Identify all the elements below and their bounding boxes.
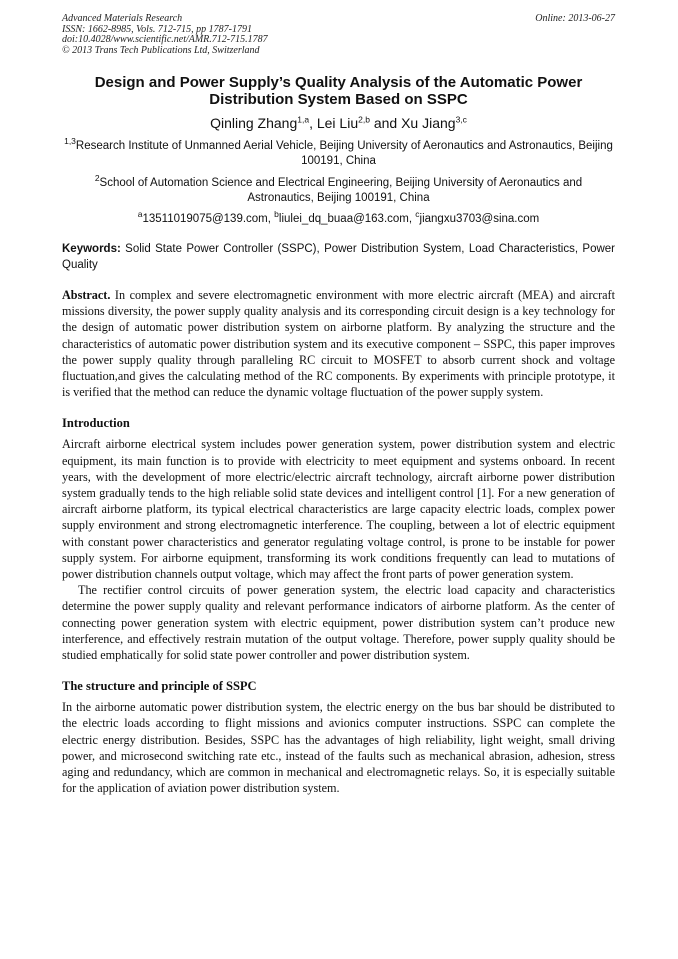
affiliation-text: Research Institute of Unmanned Aerial Vehicle, Beijing University of Aeronautics and Astronautics, Beijing 100191, China (75, 140, 613, 168)
affiliation-sup: 2 (94, 173, 100, 184)
author-name: Xu Jiang (401, 115, 456, 132)
email-address: jiangxu3703@sina.com (419, 213, 540, 226)
email-separator: , (408, 213, 416, 226)
affiliation (62, 136, 615, 169)
affiliation-sup: 1,3 (64, 136, 76, 147)
keywords-text: Solid State Power Controller (SSPC), Power Distribution System, Load Characteristics, Power Quality (62, 243, 615, 271)
author-sup: 1,a (297, 114, 310, 125)
paragraph: In the airborne automatic power distribution system, the electric energy on the bus bar should be distributed to the electric loads according to flight missions and avionics computer instructions. SSPC can complete the electric energy distribution. Besides, SSPC has the advantages of high reliability, light weight, small driving power, and microsecond switching rate etc., instead of the faults such as mechanical abrasion, adhesion, stress aging and redundancy, which are common in mechanical and electromagnetic relays. So, it is especially suitable for the application of aviation power distribution system. (62, 700, 615, 796)
abstract-label: Abstract. (62, 287, 111, 302)
keywords (62, 242, 615, 273)
keywords-label: Keywords: (62, 243, 121, 256)
doi-line: doi:10.4028/www.scientific.net/AMR.712-715.1787 (62, 34, 268, 46)
affiliation (62, 173, 615, 206)
journal-header (62, 14, 615, 56)
author-name: Qinling Zhang (210, 115, 298, 132)
author-separator: , (309, 115, 317, 132)
email-sup: c (415, 209, 420, 220)
author-name: Lei Liu (316, 115, 359, 132)
copyright-line: © 2013 Trans Tech Publications Ltd, Switzerland (62, 44, 260, 56)
email-separator: , (267, 213, 275, 226)
affiliation-text: School of Automation Science and Electrical Engineering, Beijing University of Aeronautics and Astronautics, Beijing 100191, China (99, 177, 583, 205)
email-sup: a (137, 209, 143, 220)
section-heading: The structure and principle of SSPC (62, 679, 257, 694)
email-list (62, 209, 615, 227)
issn-line: ISSN: 1662-8985, Vols. 712-715, pp 1787-1791 (62, 23, 252, 35)
online-date: Online: 2013-06-27 (535, 13, 615, 24)
paper-title: Design and Power Supply’s Quality Analysis of the Automatic Power Distribution System Based on SSPC (94, 74, 583, 109)
journal-name: Advanced Materials Research (62, 13, 183, 24)
author-sup: 3,c (455, 114, 467, 125)
section-heading: Introduction (62, 416, 130, 431)
author-list (62, 114, 615, 132)
paragraph: Aircraft airborne electrical system includes power generation system, power distribution system and electric equipment, its main function is to provide with electricity to meet equipment and systems onboard. In recent years, with the development of more electric/electric aircraft technology, aircraft airborne power distribution system gradually tends to the high reliable solid state devices and intelligent control [1]. For a new generation of aircraft airborne platform, its typical electrical characteristics are large capacity electric loads, complex power supply environment and strong electromagnetic interference. The coupling, between a lot of electric equipment with constant power characteristics and generator regulating voltage control, is prone to be instable for power supply system. For airborne equipment, transforming its work conditions frequently can lead to mutations of power distribution channels output voltage, which may affect the front parts of power generation system. (62, 437, 615, 582)
author-separator: and (369, 115, 402, 132)
email-sup: b (274, 209, 279, 220)
paragraph: The rectifier control circuits of power generation system, the electric load capacity and characteristics determine the power supply quality and relevant performance indicators of airborne platform. As the center of connecting power generation system with electric equipment, power distribution system can’t produce new interference, and effectively restrain mutation of the output voltage. Therefore, power supply quality should be studied emphatically for solid state power controller and power distribution system. (62, 583, 615, 663)
email-address: 13511019075@139.com (142, 213, 268, 226)
email-address: liulei_dq_buaa@163.com (278, 213, 409, 226)
author-sup: 2,b (358, 114, 370, 125)
paper-page (62, 14, 615, 796)
abstract-text: In complex and severe electromagnetic environment with more electric aircraft (MEA) and aircraft missions diversity, the power supply quality analysis and its corresponding circuit design is a key technology for the design of automatic power distribution system on airborne platform. By analyzing the structure and the characteristics of automatic power distribution system and its executive component – SSPC, this paper improves the power supply quality through paralleling RC circuit to MOSFET to absorb current shock and voltage fluctuation,and gives the calculating method of the RC components. By experiments with principle prototype, it is verified that the method can reduce the dynamic voltage fluctuation of the power supply system. (62, 287, 616, 400)
abstract (62, 287, 615, 400)
